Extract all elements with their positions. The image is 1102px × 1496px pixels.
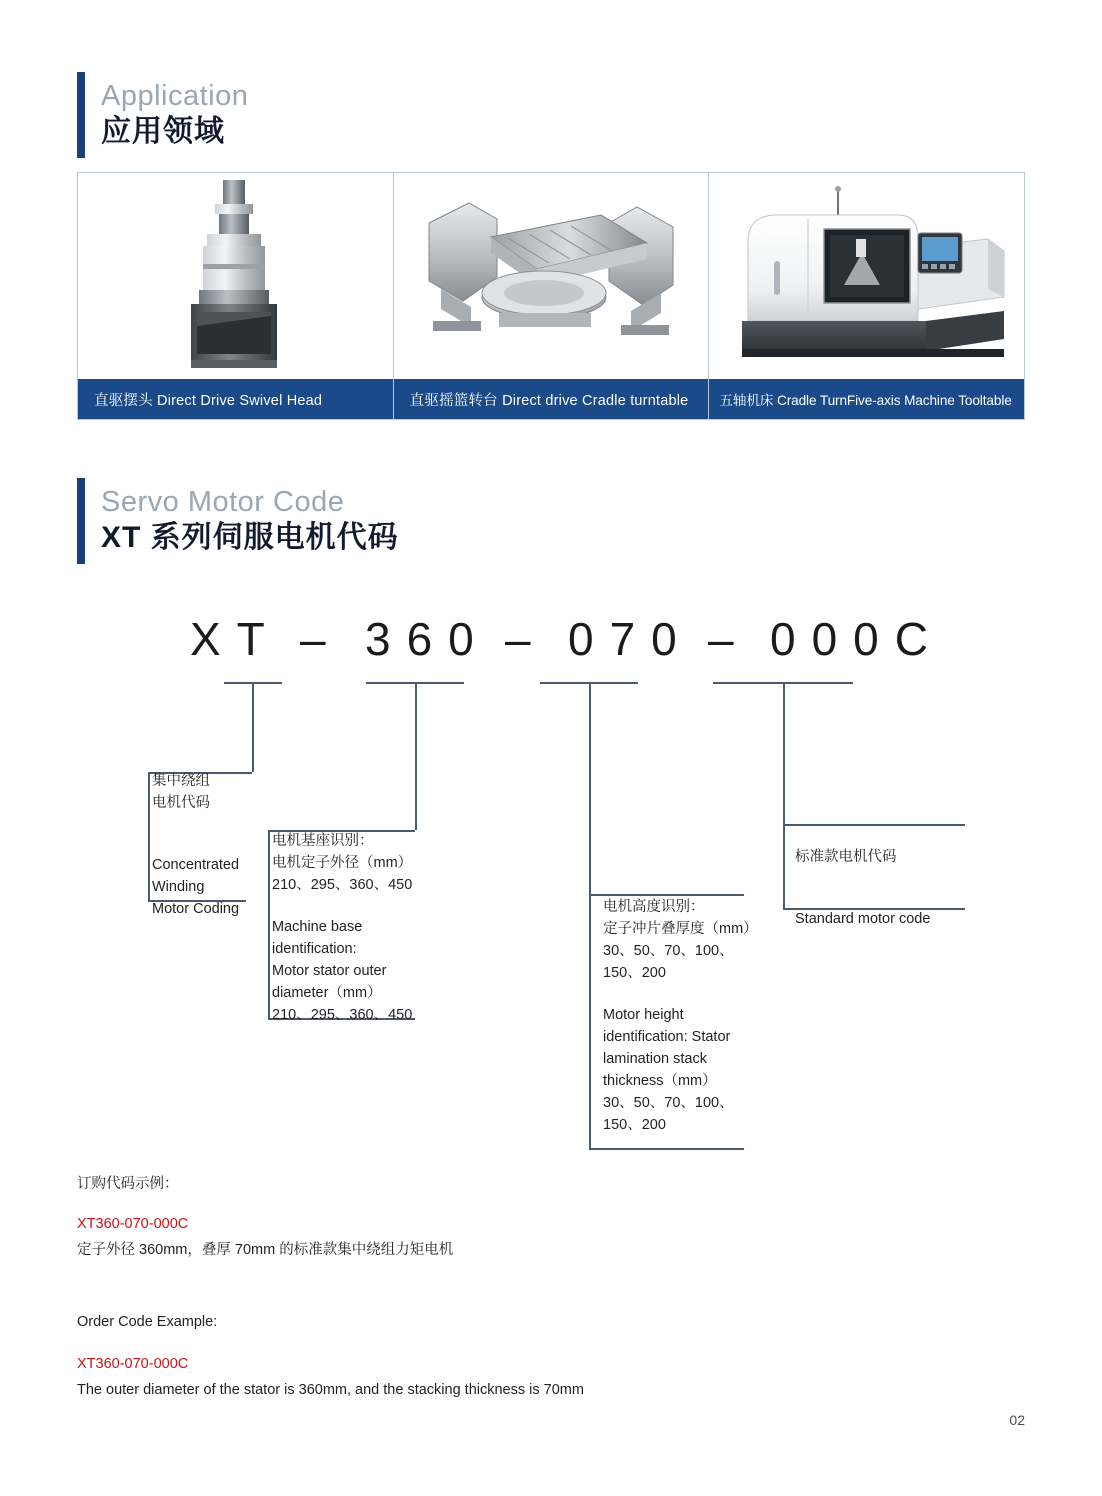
note-base-cn-line-2: 电机定子外径（mm）: [272, 855, 413, 871]
order-example-en: [77, 1310, 877, 1402]
order-example-cn-code: XT360-070-000C: [77, 1216, 189, 1232]
code-segment-height: 070: [568, 613, 693, 665]
note-base-cn-line-3: 210、295、360、450: [272, 877, 413, 893]
note-base-en-line-4: diameter（mm）: [272, 985, 382, 1001]
swivel-head-illustration: [145, 176, 325, 376]
order-example-en-code: XT360-070-000C: [77, 1356, 189, 1372]
leader-drop-standard: [783, 824, 785, 908]
leader-vertical-standard: [783, 682, 785, 824]
note-prefix-cn-line-1: 集中绕组: [152, 773, 210, 789]
cradle-turntable-photo: [394, 173, 709, 379]
note-prefix-cn-line-2: 电机代码: [152, 795, 210, 811]
note-height-en-line-2: identification: Stator: [603, 1029, 731, 1045]
note-height-en-line-1: Motor height: [603, 1007, 684, 1023]
application-card[interactable]: [78, 173, 394, 419]
note-base-cn-line-1: 电机基座识别：: [272, 833, 374, 849]
application-card[interactable]: [709, 173, 1024, 419]
note-height: [603, 896, 763, 1136]
leader-vertical-base: [415, 682, 417, 830]
leader-vertical-prefix: [252, 682, 254, 772]
note-base: [272, 830, 432, 1026]
note-prefix-en-line-2: Winding: [152, 879, 205, 895]
product-code-string: [190, 612, 944, 672]
servo-code-heading-en: Servo Motor Code: [101, 486, 345, 518]
order-example-cn-desc: 定子外径 360mm，叠厚 70mm 的标准款集中绕组力矩电机: [77, 1242, 454, 1258]
order-example-en-desc: The outer diameter of the stator is 360mm, and the stacking thickness is 70mm: [77, 1382, 584, 1398]
note-height-cn-line-1: 电机高度识别：: [603, 899, 705, 915]
five-axis-machine-tool-photo: [709, 173, 1024, 379]
note-height-cn-line-2: 定子冲片叠厚度（mm）: [603, 921, 758, 937]
application-card[interactable]: [394, 173, 710, 419]
leader-top-standard: [783, 824, 965, 826]
swivel-head-photo: [78, 173, 393, 379]
servo-code-section-heading: [77, 478, 399, 564]
servo-code-heading-cn: XT 系列伺服电机代码: [101, 521, 399, 554]
note-height-en-line-3: lamination stack: [603, 1051, 707, 1067]
note-standard: [795, 846, 985, 930]
application-card-caption: 直驱摇篮转台 Direct drive Cradle turntable: [394, 379, 709, 419]
note-base-en-line-1: Machine base: [272, 919, 363, 935]
leader-drop-height: [589, 894, 591, 1148]
note-height-cn-line-4: 150、200: [603, 965, 666, 981]
note-standard-cn-line-1: 标准款电机代码: [795, 849, 897, 865]
note-height-cn-line-3: 30、50、70、100、: [603, 943, 734, 959]
note-base-en-line-2: identification:: [272, 941, 357, 957]
code-segment-standard: 000C: [770, 613, 944, 665]
heading-accent-bar: [77, 478, 85, 564]
application-section-heading: [77, 72, 248, 158]
note-prefix-en-line-1: Concentrated: [152, 857, 240, 873]
order-example-cn: [77, 1172, 837, 1262]
note-standard-en-line-1: Standard motor code: [795, 911, 931, 927]
five-axis-machine-illustration: [712, 181, 1022, 371]
code-segment-dash-3: –: [708, 613, 750, 665]
note-height-en-line-5: 30、50、70、100、: [603, 1095, 734, 1111]
code-segment-dash-2: –: [505, 613, 547, 665]
note-prefix: [152, 770, 264, 920]
order-example-en-title: Order Code Example:: [77, 1314, 218, 1330]
note-base-en-line-5: 210、295、360、450: [272, 1007, 413, 1023]
application-card-caption: 直驱摆头 Direct Drive Swivel Head: [78, 379, 393, 419]
page-number: 02: [1009, 1412, 1025, 1428]
code-segment-base: 360: [365, 613, 490, 665]
cradle-turntable-illustration: [411, 181, 691, 371]
leader-drop-prefix: [148, 772, 150, 900]
note-prefix-en-line-3: Motor Coding: [152, 901, 240, 917]
leader-drop-base: [268, 830, 270, 1018]
code-segment-dash-1: –: [300, 613, 342, 665]
application-heading-en: Application: [101, 80, 249, 112]
application-card-row: [77, 172, 1025, 420]
note-height-en-line-4: thickness（mm）: [603, 1073, 717, 1089]
application-heading-cn: 应用领域: [101, 115, 225, 148]
application-card-caption: 五轴机床 Cradle TurnFive-axis Machine Tooltable: [709, 379, 1024, 419]
leader-end-height: [589, 1148, 744, 1150]
heading-accent-bar: [77, 72, 85, 158]
code-segment-prefix: XT: [190, 613, 281, 665]
note-base-en-line-3: Motor stator outer: [272, 963, 387, 979]
note-height-en-line-6: 150、200: [603, 1117, 666, 1133]
order-example-cn-title: 订购代码示例：: [77, 1176, 179, 1192]
leader-vertical-height: [589, 682, 591, 894]
